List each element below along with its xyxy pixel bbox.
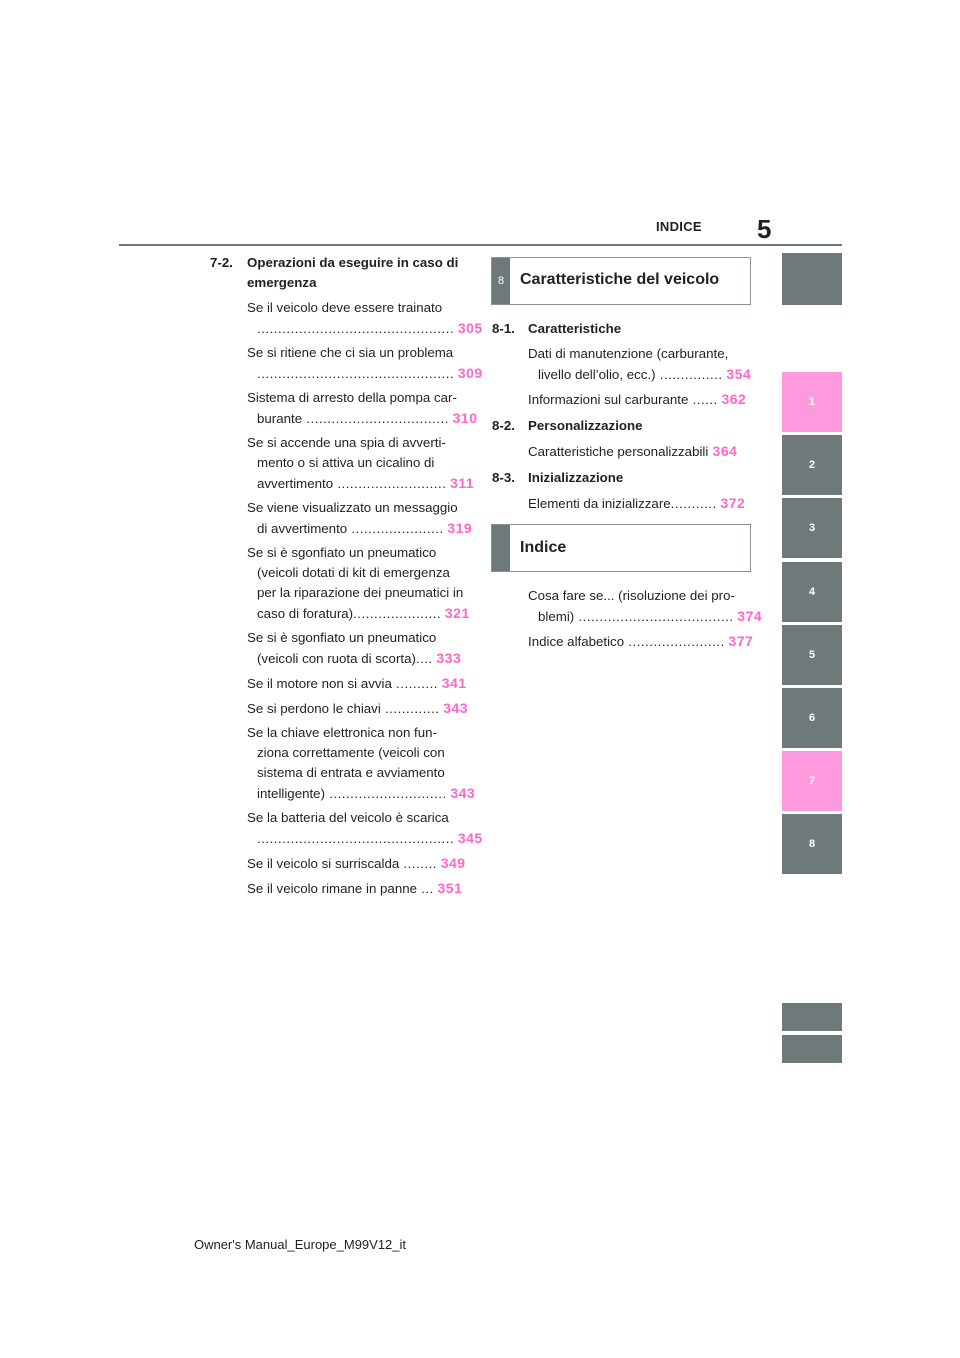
leader-dots: .......................... [333, 476, 447, 491]
toc-entry-link[interactable] [257, 648, 461, 669]
toc-entry-line: Dati di manutenzione (carburante, [528, 346, 729, 361]
page-ref[interactable]: 354 [726, 366, 752, 382]
leader-dots: .... [415, 651, 433, 666]
leader-dots: ............................ [325, 786, 447, 801]
toc-entry-line: (veicoli dotati di kit di emergenza [257, 565, 450, 580]
section-title: Caratteristiche [528, 321, 622, 336]
page-ref[interactable]: 372 [720, 495, 746, 511]
toc-entry-line: Se la chiave elettronica non fun- [247, 725, 437, 740]
toc-entry-link[interactable] [538, 364, 751, 385]
tab-chapter-1[interactable]: 1 [782, 372, 842, 432]
toc-entry-link[interactable] [247, 853, 466, 874]
toc-entry-link[interactable] [538, 606, 762, 627]
leader-dots: ........... [670, 496, 717, 511]
toc-entry-link[interactable] [528, 441, 737, 462]
toc-entry-link[interactable] [257, 518, 472, 539]
header-rule [119, 244, 842, 246]
section-title: Personalizzazione [528, 418, 643, 433]
toc-entry-line: Cosa fare se... (risoluzione dei pro- [528, 588, 735, 603]
toc-entry-text: Se il veicolo si surriscalda [247, 856, 400, 871]
leader-dots: ............................................... [257, 366, 455, 381]
leader-dots: ... [417, 881, 434, 896]
tab-chapter-5[interactable]: 5 [782, 625, 842, 685]
toc-entry-link[interactable] [257, 363, 483, 384]
section-title: Operazioni da eseguire in caso di [247, 255, 459, 270]
leader-dots: ............................................... [257, 831, 455, 846]
page-ref[interactable]: 349 [440, 855, 466, 871]
page-number: 5 [757, 214, 772, 244]
tab-chapter-4[interactable]: 4 [782, 562, 842, 622]
leader-dots: .................................. [302, 411, 449, 426]
tab-blank-bottom-2[interactable] [782, 1035, 842, 1063]
page-ref[interactable]: 319 [447, 520, 473, 536]
tab-chapter-7[interactable]: 7 [782, 751, 842, 811]
toc-entry-line: Se si è sgonfiato un pneumatico [247, 545, 437, 560]
toc-entry-text: caso di foratura) [257, 606, 354, 621]
toc-entry-line: Se si ritiene che ci sia un problema [247, 345, 454, 360]
chapter-box-8[interactable] [491, 257, 751, 305]
toc-entry-link[interactable] [247, 673, 467, 694]
toc-entry-link[interactable] [528, 389, 746, 410]
page-ref[interactable]: 377 [728, 633, 754, 649]
chapter-number [492, 525, 510, 571]
toc-entry-text: burante [257, 411, 303, 426]
toc-entry-text: livello dell’olio, ecc.) [538, 367, 656, 382]
tab-chapter-2[interactable]: 2 [782, 435, 842, 495]
page-ref[interactable]: 333 [436, 650, 462, 666]
toc-entry-text: avvertimento [257, 476, 334, 491]
page-ref[interactable]: 343 [450, 785, 476, 801]
toc-entry-text: Informazioni sul carburante [528, 392, 689, 407]
header-title: INDICE [656, 219, 702, 234]
section-number: 8-2. [492, 418, 515, 433]
toc-entry-link[interactable] [528, 631, 753, 652]
tab-blank-bottom-1[interactable] [782, 1003, 842, 1031]
leader-dots: ..................................... [574, 609, 734, 624]
tab-chapter-6[interactable]: 6 [782, 688, 842, 748]
toc-entry-link[interactable] [257, 318, 483, 339]
section-title: Inizializzazione [528, 470, 624, 485]
toc-entry-link[interactable] [528, 493, 745, 514]
chapter-box-index[interactable] [491, 524, 751, 572]
chapter-title: Indice [520, 539, 567, 556]
toc-entry-line: Se si è sgonfiato un pneumatico [247, 630, 437, 645]
page-ref[interactable]: 343 [443, 700, 469, 716]
page-ref[interactable]: 310 [452, 410, 478, 426]
toc-entry-text: di avvertimento [257, 521, 348, 536]
chapter-title: Caratteristiche del veicolo [520, 271, 720, 288]
toc-entry-line: Se si accende una spia di avverti- [247, 435, 446, 450]
toc-entry-line: Sistema di arresto della pompa car- [247, 390, 457, 405]
page-ref[interactable]: 345 [457, 830, 483, 846]
toc-entry-text: Se il motore non si avvia [247, 676, 392, 691]
page-ref[interactable]: 309 [457, 365, 483, 381]
toc-entry-link[interactable] [257, 603, 470, 624]
section-number: 8-1. [492, 321, 515, 336]
page-ref[interactable]: 305 [457, 320, 483, 336]
toc-entry-text: Indice alfabetico [528, 634, 625, 649]
toc-entry-link[interactable] [257, 473, 474, 494]
chapter-number: 8 [492, 258, 510, 304]
leader-dots: ...... [688, 392, 718, 407]
section-title: emergenza [247, 275, 317, 290]
leader-dots: .......... [391, 676, 438, 691]
toc-entry-text: (veicoli con ruota di scorta) [257, 651, 416, 666]
leader-dots: ............... [655, 367, 723, 382]
toc-entry-text: Se il veicolo rimane in panne [247, 881, 418, 896]
page-ref[interactable]: 364 [712, 443, 738, 459]
toc-entry-text: blemi) [538, 609, 575, 624]
section-number: 7-2. [210, 255, 233, 270]
toc-entry-line: per la riparazione dei pneumatici in [257, 585, 464, 600]
leader-dots: ............................................... [257, 321, 455, 336]
page-ref[interactable]: 341 [441, 675, 467, 691]
page-ref[interactable]: 374 [737, 608, 763, 624]
toc-entry-line: Se il veicolo deve essere trainato [247, 300, 443, 315]
toc-entry-text: intelligente) [257, 786, 326, 801]
toc-entry-line: ziona correttamente (veicoli con [257, 745, 445, 760]
toc-entry-line: mento o si attiva un cicalino di [257, 455, 435, 470]
toc-entry-line: sistema di entrata e avviamento [257, 765, 445, 780]
toc-entry-line: Se la batteria del veicolo è scarica [247, 810, 449, 825]
leader-dots: ..................... [353, 606, 442, 621]
leader-dots: ....................... [624, 634, 725, 649]
toc-entry-link[interactable] [257, 783, 475, 804]
toc-entry-link[interactable] [247, 878, 462, 899]
leader-dots: ........ [399, 856, 437, 871]
toc-entry-text: Se si perdono le chiavi [247, 701, 381, 716]
page-ref[interactable]: 321 [444, 605, 470, 621]
page-ref[interactable]: 311 [450, 475, 475, 491]
toc-entry-line: Se viene visualizzato un messaggio [247, 500, 458, 515]
toc-entry-text: Caratteristiche personalizzabili [528, 444, 709, 459]
page-ref[interactable]: 351 [437, 880, 463, 896]
toc-entry-text: Elementi da inizializzare [528, 496, 671, 511]
toc-entry-link[interactable] [247, 698, 468, 719]
leader-dots: ...................... [347, 521, 444, 536]
tab-chapter-3[interactable]: 3 [782, 498, 842, 558]
tab-blank-top[interactable] [782, 253, 842, 305]
toc-entry-link[interactable] [257, 408, 477, 429]
leader-dots: ............. [380, 701, 440, 716]
tab-chapter-8[interactable]: 8 [782, 814, 842, 874]
toc-entry-link[interactable] [257, 828, 483, 849]
page-ref[interactable]: 362 [721, 391, 747, 407]
footer-text: Owner's Manual_Europe_M99V12_it [193, 1237, 407, 1252]
section-number: 8-3. [492, 470, 515, 485]
